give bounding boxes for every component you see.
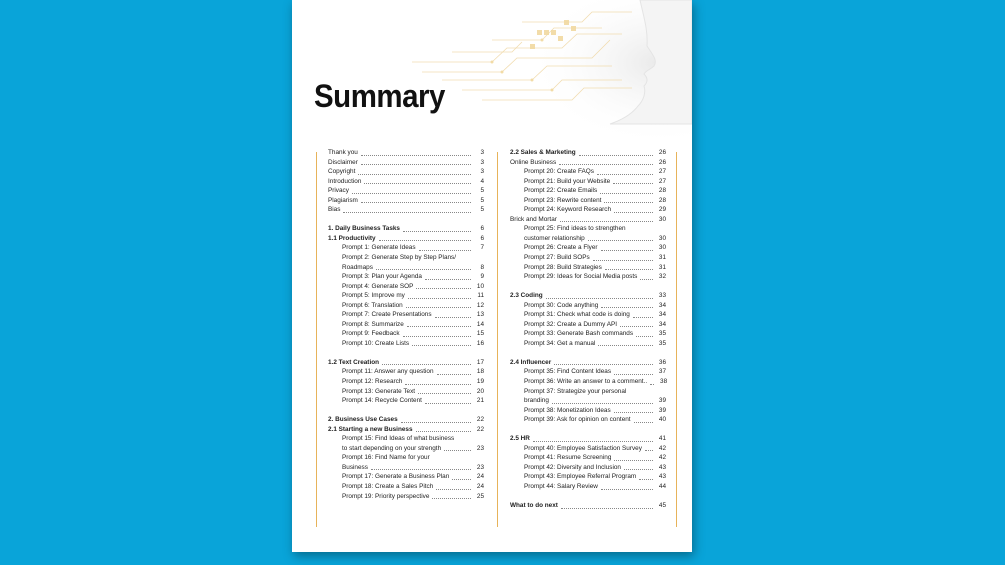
toc-entry-title: Prompt 8: Summarize <box>342 320 404 328</box>
toc-page-number: 27 <box>658 168 666 176</box>
divider-left <box>316 152 317 527</box>
toc-entry <box>328 186 484 196</box>
toc-page-number: 4 <box>480 177 484 185</box>
toc-leader-dots <box>624 469 653 470</box>
toc-page-number: 11 <box>477 292 484 300</box>
toc-page-number: 34 <box>658 301 666 309</box>
toc-entry-title: Prompt 33: Generate Bash commands <box>524 330 634 338</box>
toc-entry <box>328 196 484 206</box>
toc-entry <box>328 453 484 463</box>
toc-entry-title: Prompt 13: Generate Text <box>342 387 416 395</box>
toc-entry <box>510 367 666 377</box>
toc-leader-dots <box>633 317 653 318</box>
toc-entry-title: Prompt 27: Build SOPs <box>524 254 590 262</box>
toc-entry <box>328 234 484 244</box>
toc-entry <box>328 282 484 292</box>
toc-leader-dots <box>614 412 653 413</box>
toc-page-number: 9 <box>480 273 484 281</box>
toc-entry-title: Brick and Mortar <box>510 215 557 223</box>
toc-entry-title: Prompt 3: Plan your Agenda <box>342 273 422 281</box>
toc-entry-title: Prompt 20: Create FAQs <box>524 168 594 176</box>
toc-page-number: 6 <box>480 225 484 233</box>
toc-entry <box>510 167 666 177</box>
toc-entry-title: Bias <box>328 206 341 214</box>
toc-leader-dots <box>634 422 653 423</box>
toc-page-number: 34 <box>658 311 666 319</box>
toc-leader-dots <box>405 384 471 385</box>
page-title: Summary <box>314 78 445 114</box>
toc-entry <box>510 358 666 368</box>
toc-entry-title: Prompt 7: Create Presentations <box>342 311 432 319</box>
toc-entry-title: Prompt 25: Find ideas to strengthen <box>524 225 626 233</box>
toc-entry-title: Prompt 12: Research <box>342 378 403 386</box>
toc-page-number: 28 <box>658 187 666 195</box>
toc-entry <box>328 253 484 263</box>
toc-entry-title: Prompt 15: Find Ideas of what business <box>342 435 455 443</box>
toc-entry <box>510 472 666 482</box>
toc-entry-title: Introduction <box>328 177 362 185</box>
toc-entry <box>510 320 666 330</box>
toc-entry-title: 2.5 HR <box>510 435 530 443</box>
toc-entry-title: Prompt 34: Get a manual <box>524 339 596 347</box>
toc-page-number: 16 <box>476 339 484 347</box>
toc-leader-dots <box>382 364 471 365</box>
toc-page-number: 25 <box>476 492 484 500</box>
toc-entry <box>328 310 484 320</box>
toc-entry-title: Prompt 40: Employee Satisfaction Survey <box>524 444 642 452</box>
toc-entry <box>510 301 666 311</box>
toc-entry <box>328 224 484 234</box>
toc-leader-dots <box>435 317 471 318</box>
toc-leader-dots <box>554 364 653 365</box>
toc-entry <box>510 158 666 168</box>
toc-entry-title: Prompt 19: Priority perspective <box>342 492 430 500</box>
toc-entry-title: What to do next <box>510 502 558 510</box>
toc-entry <box>328 339 484 349</box>
toc-leader-dots <box>407 326 471 327</box>
toc-entry <box>510 263 666 273</box>
toc-page-number: 29 <box>658 206 666 214</box>
toc-entry-title: Prompt 44: Salary Review <box>524 483 598 490</box>
toc-leader-dots <box>361 164 471 165</box>
toc-leader-dots <box>437 374 471 375</box>
toc-page-number: 27 <box>658 177 666 185</box>
toc-entry-title: branding <box>524 397 549 405</box>
toc-leader-dots <box>408 298 471 299</box>
toc-entry-title: Prompt 6: Translation <box>342 301 403 309</box>
toc-entry-title: Prompt 22: Create Emails <box>524 187 598 195</box>
toc-page-number: 6 <box>480 234 484 242</box>
circuit-face-illustration <box>292 0 692 140</box>
toc-page-number: 21 <box>476 397 484 405</box>
toc-entry-title: Prompt 29: Ideas for Social Media posts <box>524 273 638 281</box>
toc-entry-title: Online Business <box>510 158 557 166</box>
toc-page-number: 3 <box>480 149 484 156</box>
toc-entry <box>328 205 484 215</box>
toc-entry-title: Prompt 37: Strategize your personal <box>524 387 627 395</box>
toc-entry-title: Prompt 32: Create a Dummy API <box>524 320 618 328</box>
toc-page-number: 5 <box>480 196 484 204</box>
toc-leader-dots <box>639 479 653 480</box>
toc-entry <box>510 291 666 301</box>
toc-page-number: 19 <box>476 378 484 386</box>
toc-page-number: 26 <box>658 158 666 166</box>
toc-entry <box>328 272 484 282</box>
toc-entry <box>328 301 484 311</box>
toc-entry-title: Business <box>342 463 368 471</box>
toc-entry-title: Prompt 18: Create a Sales Pitch <box>342 483 434 490</box>
toc-entry-title: Prompt 2: Generate Step by Step Plans/ <box>342 253 457 261</box>
toc-page-number: 5 <box>480 187 484 195</box>
toc-entry <box>328 425 484 435</box>
toc-page-number: 30 <box>658 244 666 252</box>
toc-entry-title: Plagiarism <box>328 196 358 204</box>
toc-leader-dots <box>597 174 653 175</box>
toc-entry <box>510 186 666 196</box>
toc-entry <box>510 329 666 339</box>
toc-leader-dots <box>403 231 471 232</box>
toc-entry <box>510 482 666 492</box>
toc-leader-dots <box>620 326 653 327</box>
toc-entry <box>510 205 666 215</box>
toc-entry <box>510 234 666 244</box>
toc-entry-title: Copyright <box>328 168 356 176</box>
toc-page-number: 22 <box>476 416 484 424</box>
toc-page-number: 26 <box>658 149 666 156</box>
toc-page-number: 8 <box>480 263 484 271</box>
toc-page-number: 39 <box>658 406 666 414</box>
toc-entry <box>328 377 484 387</box>
toc-entry <box>510 177 666 187</box>
toc-entry <box>510 406 666 416</box>
toc-leader-dots <box>614 212 653 213</box>
toc-entry <box>328 177 484 187</box>
toc-page-number: 38 <box>660 378 668 386</box>
toc-page-number: 39 <box>658 397 666 405</box>
toc-leader-dots <box>593 260 653 261</box>
toc-page-number: 35 <box>658 330 666 338</box>
toc-leader-dots <box>546 298 653 299</box>
toc-leader-dots <box>401 422 471 423</box>
toc-leader-dots <box>361 155 471 156</box>
toc-leader-dots <box>403 336 471 337</box>
toc-entry-title: 1.2 Text Creation <box>328 358 380 366</box>
toc-page-number: 5 <box>480 206 484 214</box>
toc-page-number: 35 <box>658 339 666 347</box>
toc-entry-title: Prompt 16: Find Name for your <box>342 454 430 462</box>
toc-leader-dots <box>598 345 653 346</box>
toc-entry-title: 2.4 Influencer <box>510 358 552 366</box>
toc-leader-dots <box>640 279 653 280</box>
toc-entry-title: Privacy <box>328 187 349 195</box>
toc-page-number: 41 <box>658 435 666 443</box>
toc-page-number: 43 <box>658 473 666 481</box>
toc-entry-title: Prompt 9: Feedback <box>342 330 400 338</box>
toc-page-number: 17 <box>476 358 484 366</box>
toc-entry <box>328 243 484 253</box>
toc-entry-title: 1.1 Productivity <box>328 234 376 242</box>
toc-leader-dots <box>371 469 471 470</box>
toc-leader-dots <box>419 250 471 251</box>
toc-entry-title: Prompt 21: Build your Website <box>524 177 611 185</box>
toc-page-number: 44 <box>658 483 666 490</box>
toc-leader-dots <box>601 307 653 308</box>
toc-entry-title: Prompt 1: Generate Ideas <box>342 244 416 252</box>
toc-page-number: 12 <box>476 301 484 309</box>
toc-entry <box>510 444 666 454</box>
toc-page-number: 24 <box>476 473 484 481</box>
toc-entry <box>510 453 666 463</box>
toc-leader-dots <box>636 336 653 337</box>
toc-page-number: 30 <box>658 234 666 242</box>
toc-entry-title: Disclaimer <box>328 158 358 166</box>
toc-leader-dots <box>613 183 653 184</box>
toc-page-number: 22 <box>476 425 484 433</box>
toc-entry-title: 2.3 Coding <box>510 292 543 300</box>
toc-entry <box>510 310 666 320</box>
toc-leader-dots <box>406 307 471 308</box>
toc-leader-dots <box>425 403 471 404</box>
toc-page-number: 42 <box>658 444 666 452</box>
toc-column-left <box>328 148 484 501</box>
toc-entry <box>510 339 666 349</box>
toc-leader-dots <box>436 489 471 490</box>
toc-entry-title: 2.1 Starting a new Business <box>328 425 413 433</box>
toc-entry <box>328 434 484 444</box>
document-page <box>292 0 692 552</box>
toc-entry <box>510 396 666 406</box>
toc-entry-title: Thank you <box>328 149 358 156</box>
toc-leader-dots <box>552 403 653 404</box>
toc-leader-dots <box>444 450 471 451</box>
toc-entry-title: Prompt 38: Monetization Ideas <box>524 406 611 414</box>
toc-leader-dots <box>412 345 471 346</box>
toc-entry <box>328 148 484 158</box>
toc-entry-title: Prompt 36: Write an answer to a comment.. <box>524 378 648 386</box>
toc-page-number: 40 <box>658 416 666 424</box>
toc-leader-dots <box>561 508 653 509</box>
toc-page-number: 24 <box>476 483 484 490</box>
toc-entry <box>328 291 484 301</box>
toc-entry-title: Prompt 10: Create Lists <box>342 339 410 347</box>
toc-entry <box>510 253 666 263</box>
toc-entry <box>328 320 484 330</box>
toc-entry <box>510 377 666 387</box>
toc-entry <box>328 472 484 482</box>
toc-entry <box>510 387 666 397</box>
toc-column-right <box>510 148 666 511</box>
toc-leader-dots <box>416 288 471 289</box>
toc-leader-dots <box>425 279 471 280</box>
toc-entry-title: Prompt 17: Generate a Business Plan <box>342 473 450 481</box>
toc-entry <box>328 367 484 377</box>
toc-leader-dots <box>358 174 471 175</box>
toc-page-number: 20 <box>476 387 484 395</box>
toc-page-number: 13 <box>476 311 484 319</box>
toc-entry-title: Prompt 11: Answer any question <box>342 368 434 376</box>
toc-leader-dots <box>416 431 471 432</box>
toc-page-number: 23 <box>476 444 484 452</box>
toc-page-number: 37 <box>658 368 666 376</box>
toc-entry-title: to start depending on your strength <box>342 444 442 452</box>
toc-leader-dots <box>560 221 653 222</box>
toc-entry-title: 1. Daily Business Tasks <box>328 225 400 233</box>
toc-page-number: 31 <box>658 254 666 262</box>
toc-page-number: 14 <box>476 320 484 328</box>
toc-entry-title: Prompt 24: Keyword Research <box>524 206 612 214</box>
toc-leader-dots <box>418 393 471 394</box>
toc-leader-dots <box>601 489 653 490</box>
toc-entry <box>510 196 666 206</box>
toc-entry-title: Prompt 31: Check what code is doing <box>524 311 630 319</box>
toc-entry <box>328 482 484 492</box>
toc-entry <box>328 444 484 454</box>
toc-leader-dots <box>379 240 471 241</box>
toc-entry <box>328 167 484 177</box>
toc-entry <box>510 148 666 158</box>
toc-leader-dots <box>361 202 471 203</box>
toc-leader-dots <box>559 164 653 165</box>
toc-entry <box>328 329 484 339</box>
toc-entry <box>328 492 484 502</box>
toc-leader-dots <box>352 193 471 194</box>
toc-entry <box>510 224 666 234</box>
toc-entry <box>510 463 666 473</box>
toc-leader-dots <box>645 450 653 451</box>
toc-entry <box>328 463 484 473</box>
toc-entry <box>510 415 666 425</box>
toc-entry <box>510 272 666 282</box>
toc-leader-dots <box>605 269 653 270</box>
toc-page-number: 15 <box>476 330 484 338</box>
toc-page-number: 33 <box>658 292 666 300</box>
toc-leader-dots <box>364 183 471 184</box>
toc-leader-dots <box>452 479 471 480</box>
toc-entry-title: Prompt 42: Diversity and Inclusion <box>524 463 621 471</box>
toc-entry <box>328 263 484 273</box>
toc-entry-title: Prompt 43: Employee Referral Program <box>524 473 637 481</box>
divider-right <box>676 152 677 527</box>
toc-entry-title: 2.2 Sales & Marketing <box>510 149 576 156</box>
toc-entry-title: Prompt 5: Improve my <box>342 292 405 300</box>
toc-entry-title: Prompt 4: Generate SOP <box>342 282 414 290</box>
toc-leader-dots <box>614 374 653 375</box>
toc-page-number: 30 <box>658 215 666 223</box>
divider-middle <box>497 152 498 527</box>
toc-page-number: 32 <box>658 273 666 281</box>
toc-page-number: 28 <box>658 196 666 204</box>
toc-page-number: 43 <box>658 463 666 471</box>
toc-entry <box>328 396 484 406</box>
toc-leader-dots <box>601 250 653 251</box>
toc-page-number: 10 <box>476 282 484 290</box>
toc-leader-dots <box>614 460 653 461</box>
toc-entry-title: Prompt 30: Code anything <box>524 301 599 309</box>
toc-page-number: 18 <box>476 368 484 376</box>
toc-entry-title: Prompt 26: Create a Flyer <box>524 244 598 252</box>
toc-page-number: 45 <box>658 502 666 510</box>
toc-entry-title: Prompt 35: Find Content Ideas <box>524 368 612 376</box>
toc-entry <box>328 387 484 397</box>
toc-entry <box>510 434 666 444</box>
toc-entry <box>328 415 484 425</box>
toc-entry-title: Roadmaps <box>342 263 373 271</box>
toc-page-number: 3 <box>480 158 484 166</box>
toc-leader-dots <box>604 202 653 203</box>
toc-entry-title: Prompt 41: Resume Screening <box>524 454 612 462</box>
toc-leader-dots <box>343 212 471 213</box>
toc-leader-dots <box>432 498 471 499</box>
toc-entry-title: customer relationship <box>524 234 585 242</box>
toc-entry-title: Prompt 14: Recycle Content <box>342 397 422 405</box>
toc-entry-title: 2. Business Use Cases <box>328 416 398 424</box>
toc-page-number: 34 <box>658 320 666 328</box>
toc-entry <box>328 358 484 368</box>
toc-entry <box>510 501 666 511</box>
toc-entry-title: Prompt 28: Build Strategies <box>524 263 602 271</box>
toc-page-number: 23 <box>476 463 484 471</box>
toc-leader-dots <box>376 269 471 270</box>
toc-leader-dots <box>600 193 653 194</box>
toc-entry-title: Prompt 23: Rewrite content <box>524 196 602 204</box>
toc-entry <box>510 243 666 253</box>
toc-leader-dots <box>650 384 654 385</box>
toc-entry <box>328 158 484 168</box>
toc-leader-dots <box>579 155 653 156</box>
toc-page-number: 31 <box>658 263 666 271</box>
toc-leader-dots <box>588 240 653 241</box>
toc-leader-dots <box>533 441 653 442</box>
toc-entry <box>510 215 666 225</box>
toc-page-number: 36 <box>658 358 666 366</box>
toc-page-number: 7 <box>480 244 484 252</box>
toc-page-number: 3 <box>480 168 484 176</box>
toc-entry-title: Prompt 39: Ask for opinion on content <box>524 416 631 424</box>
toc-page-number: 42 <box>658 454 666 462</box>
